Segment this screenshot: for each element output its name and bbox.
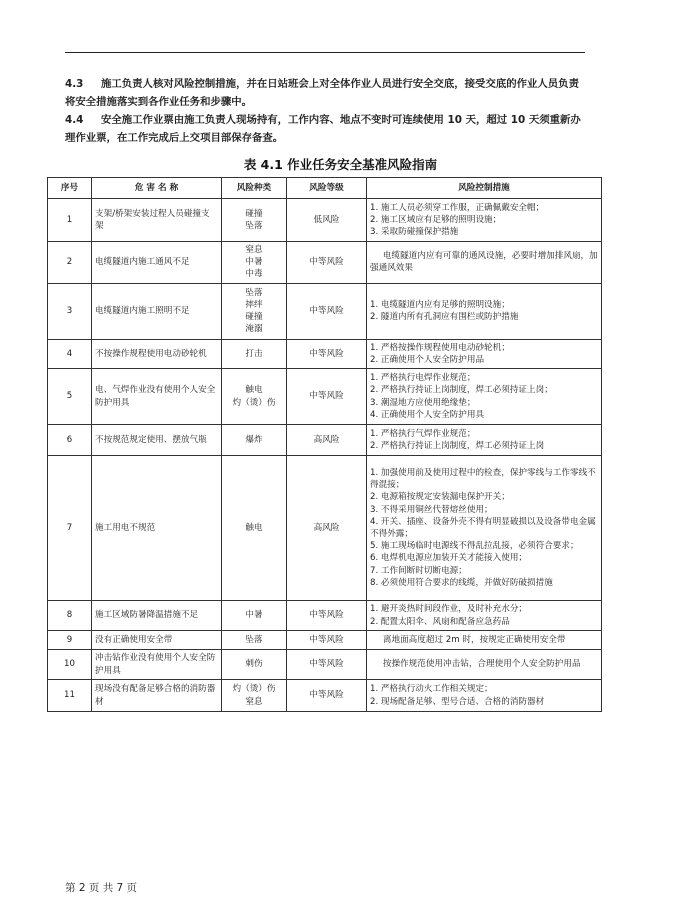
table-row (48, 650, 602, 680)
control-measures-cell (367, 369, 602, 425)
control-measure: 1. 严格执行动火工作相关规定； (370, 684, 493, 695)
risk-type-cell (222, 601, 287, 631)
table-title: 表 4.1 作业任务安全基准风险指南 (243, 157, 438, 172)
control-measures-cell (367, 283, 602, 339)
risk-type: 灼（烫）伤 (232, 397, 276, 408)
row-number: 4 (48, 339, 92, 368)
hazard-cell (92, 199, 222, 242)
control-measure: 2. 正确使用个人安全防护用品 (370, 354, 485, 365)
hazard-name: 电、气焊作业没有使用个人安全防护用具 (95, 385, 216, 408)
table-row (48, 199, 602, 242)
control-measure: 2. 严格执行持证上岗制度，焊工必须持证上岗； (370, 385, 553, 396)
row-number: 10 (48, 650, 92, 680)
hazard-name: 冲击钻作业没有使用个人安全防护用具 (95, 653, 216, 676)
risk-type-cell (222, 339, 287, 368)
control-measures-cell (367, 456, 602, 601)
risk-level: 中等风险 (287, 369, 367, 425)
hazard-cell (92, 242, 222, 284)
risk-level: 高风险 (287, 456, 367, 601)
risk-type: 中暑 (245, 610, 263, 621)
control-measure: 3. 不得采用铜丝代替熔丝使用； (370, 504, 493, 515)
risk-type: 打击 (245, 348, 263, 359)
risk-type-cell (222, 369, 287, 425)
risk-type-cell (222, 631, 287, 650)
control-measures-cell (367, 680, 602, 712)
row-number: 1 (48, 199, 92, 242)
control-measures-cell (367, 242, 602, 284)
hazard-name: 支架/桥架安装过程人员碰撞支架 (95, 208, 210, 231)
hazard-name: 不按操作规程使用电动砂轮机 (95, 348, 207, 359)
control-measures-cell (367, 199, 602, 242)
table-row (48, 369, 602, 425)
table-row (48, 631, 602, 650)
control-measures-cell (367, 601, 602, 631)
row-number: 3 (48, 283, 92, 339)
risk-level: 中等风险 (287, 631, 367, 650)
control-measures-cell (367, 339, 602, 368)
hazard-cell (92, 601, 222, 631)
table-row (48, 680, 602, 712)
paragraph-number: 4.4 (65, 114, 84, 126)
control-measure: 1. 严格按操作规程使用电动砂轮机； (370, 342, 510, 353)
risk-level: 中等风险 (287, 339, 367, 368)
control-measure: 1. 加强使用前及使用过程中的检查，保护零线与工作零线不得混接； (370, 468, 596, 491)
control-measure: 1. 电缆隧道内应有足够的照明设施； (370, 299, 510, 310)
header-level: 风险等级 (287, 178, 367, 199)
control-measures-cell (367, 631, 602, 650)
control-measure: 1. 施工人员必须穿工作服，正确佩戴安全帽； (370, 202, 545, 213)
risk-table (47, 177, 602, 712)
table-row (48, 456, 602, 601)
risk-type: 爆炸 (245, 434, 263, 445)
risk-level: 中等风险 (287, 283, 367, 339)
hazard-cell (92, 425, 222, 456)
control-measure: 3. 采取防碰撞保护措施 (370, 227, 459, 238)
table-body (48, 199, 602, 712)
control-measure: 2. 现场配备足够、型号合适、合格的消防器材 (370, 696, 545, 707)
risk-level: 中等风险 (287, 650, 367, 680)
hazard-cell (92, 650, 222, 680)
risk-type: 摔绊 (245, 299, 263, 310)
table-row (48, 339, 602, 368)
control-measure: 2. 施工区域应有足够的照明设施； (370, 214, 502, 225)
paragraph-number: 4.3 (65, 78, 84, 90)
table-row (48, 283, 602, 339)
hazard-cell (92, 339, 222, 368)
table-row (48, 242, 602, 284)
header-hazard: 危 害 名 称 (92, 178, 222, 199)
row-number: 11 (48, 680, 92, 712)
risk-level: 低风险 (287, 199, 367, 242)
hazard-name: 不按规范规定使用、摆放气瓶 (95, 434, 207, 445)
risk-type: 碰撞 (245, 208, 263, 219)
table-row (48, 425, 602, 456)
page-footer: 第 2 页 共 7 页 (65, 882, 138, 894)
control-measure: 2. 隧道内所有孔洞应有围栏或防护措施 (370, 312, 519, 323)
control-measure: 6. 电焊机电源应加装开关才能接入使用； (370, 553, 528, 564)
control-measure: 离地面高度超过 2m 时，按规定正确使用安全带 (382, 634, 566, 645)
risk-type: 刺伤 (245, 659, 263, 670)
risk-type: 灼（烫）伤 (232, 684, 276, 695)
hazard-name: 施工用电不规范 (95, 522, 156, 533)
risk-type: 窒息 (245, 696, 263, 707)
risk-type-cell (222, 680, 287, 712)
risk-type: 淹溺 (245, 324, 263, 335)
hazard-name: 没有正确使用安全带 (95, 634, 173, 645)
control-measure: 1. 避开炎热时间段作业，及时补充水分； (370, 604, 528, 615)
hazard-cell (92, 369, 222, 425)
risk-type: 坠落 (245, 287, 263, 298)
header-no: 序号 (48, 178, 92, 199)
control-measure: 3. 潮湿地方应使用绝缘垫； (370, 397, 476, 408)
risk-type-cell (222, 283, 287, 339)
risk-type: 中暑 (245, 257, 263, 268)
risk-type-cell (222, 425, 287, 456)
risk-level: 中等风险 (287, 680, 367, 712)
control-measure: 电缆隧道内应有可靠的通风设施，必要时增加排风扇，加强通风效果 (370, 251, 598, 274)
control-measure: 5. 施工现场临时电源线不得乱拉乱接，必须符合要求； (370, 541, 579, 552)
control-measures-cell (367, 425, 602, 456)
control-measure: 按操作规范使用冲击钻，合理使用个人安全防护用品 (382, 659, 581, 670)
row-number: 8 (48, 601, 92, 631)
control-measure: 4. 开关、插座、设备外壳不得有明显破损以及设备带电金属不得外露； (370, 516, 596, 540)
risk-level: 高风险 (287, 425, 367, 456)
control-measure: 2. 电源箱按规定安装漏电保护开关； (370, 492, 510, 503)
risk-type-cell (222, 242, 287, 284)
hazard-name: 电缆隧道内施工通风不足 (95, 257, 190, 268)
risk-type-cell (222, 199, 287, 242)
hazard-name: 现场没有配备足够合格的消防器材 (95, 684, 216, 707)
paragraph-4-4 (65, 111, 585, 147)
row-number: 6 (48, 425, 92, 456)
row-number: 2 (48, 242, 92, 284)
paragraph-text: 安全施工作业票由施工负责人现场持有，工作内容、地点不变时可连续使用 10 天，超过 10 天须重新办理作业票，在工作完成后上交项目部保存备查。 (65, 114, 581, 144)
control-measure: 8. 必须使用符合要求的线缆，并做好防破损措施 (370, 577, 553, 588)
header-measures: 风险控制措施 (367, 178, 602, 199)
row-number: 5 (48, 369, 92, 425)
control-measure: 1. 严格执行气焊作业规范； (370, 428, 476, 439)
row-number: 7 (48, 456, 92, 601)
control-measure: 2. 严格执行持证上岗制度，焊工必须持证上岗 (370, 441, 545, 452)
risk-type: 坠落 (245, 221, 263, 231)
risk-type: 触电 (245, 385, 263, 396)
control-measure: 4. 正确使用个人安全防护用具 (370, 409, 485, 420)
hazard-cell (92, 631, 222, 650)
hazard-cell (92, 283, 222, 339)
risk-type: 碰撞 (245, 312, 263, 323)
risk-type-cell (222, 650, 287, 680)
hazard-name: 施工区域防暑降温措施不足 (95, 610, 199, 621)
header-type: 风险种类 (222, 178, 287, 199)
risk-level: 中等风险 (287, 242, 367, 284)
control-measure: 7. 工作间断时切断电源； (370, 565, 467, 576)
table-row (48, 601, 602, 631)
risk-type-cell (222, 456, 287, 601)
control-measure: 1. 严格执行电焊作业规范； (370, 373, 476, 384)
risk-type: 坠落 (245, 634, 263, 645)
control-measures-cell (367, 650, 602, 680)
paragraph-4-3 (65, 75, 585, 111)
risk-type: 窒息 (245, 245, 263, 255)
row-number: 9 (48, 631, 92, 650)
risk-type: 中毒 (245, 269, 263, 280)
hazard-cell (92, 456, 222, 601)
paragraph-text: 施工负责人核对风险控制措施，并在日站班会上对全体作业人员进行安全交底，接受交底的作业人员负责将安全措施落实到各作业任务和步骤中。 (65, 78, 579, 108)
risk-level: 中等风险 (287, 601, 367, 631)
table-header-row (48, 178, 602, 199)
header-rule (65, 52, 585, 53)
control-measure: 2. 配置太阳伞、风扇和配备应急药品 (370, 616, 510, 627)
hazard-name: 电缆隧道内施工照明不足 (95, 306, 190, 316)
hazard-cell (92, 680, 222, 712)
risk-type: 触电 (245, 522, 263, 533)
